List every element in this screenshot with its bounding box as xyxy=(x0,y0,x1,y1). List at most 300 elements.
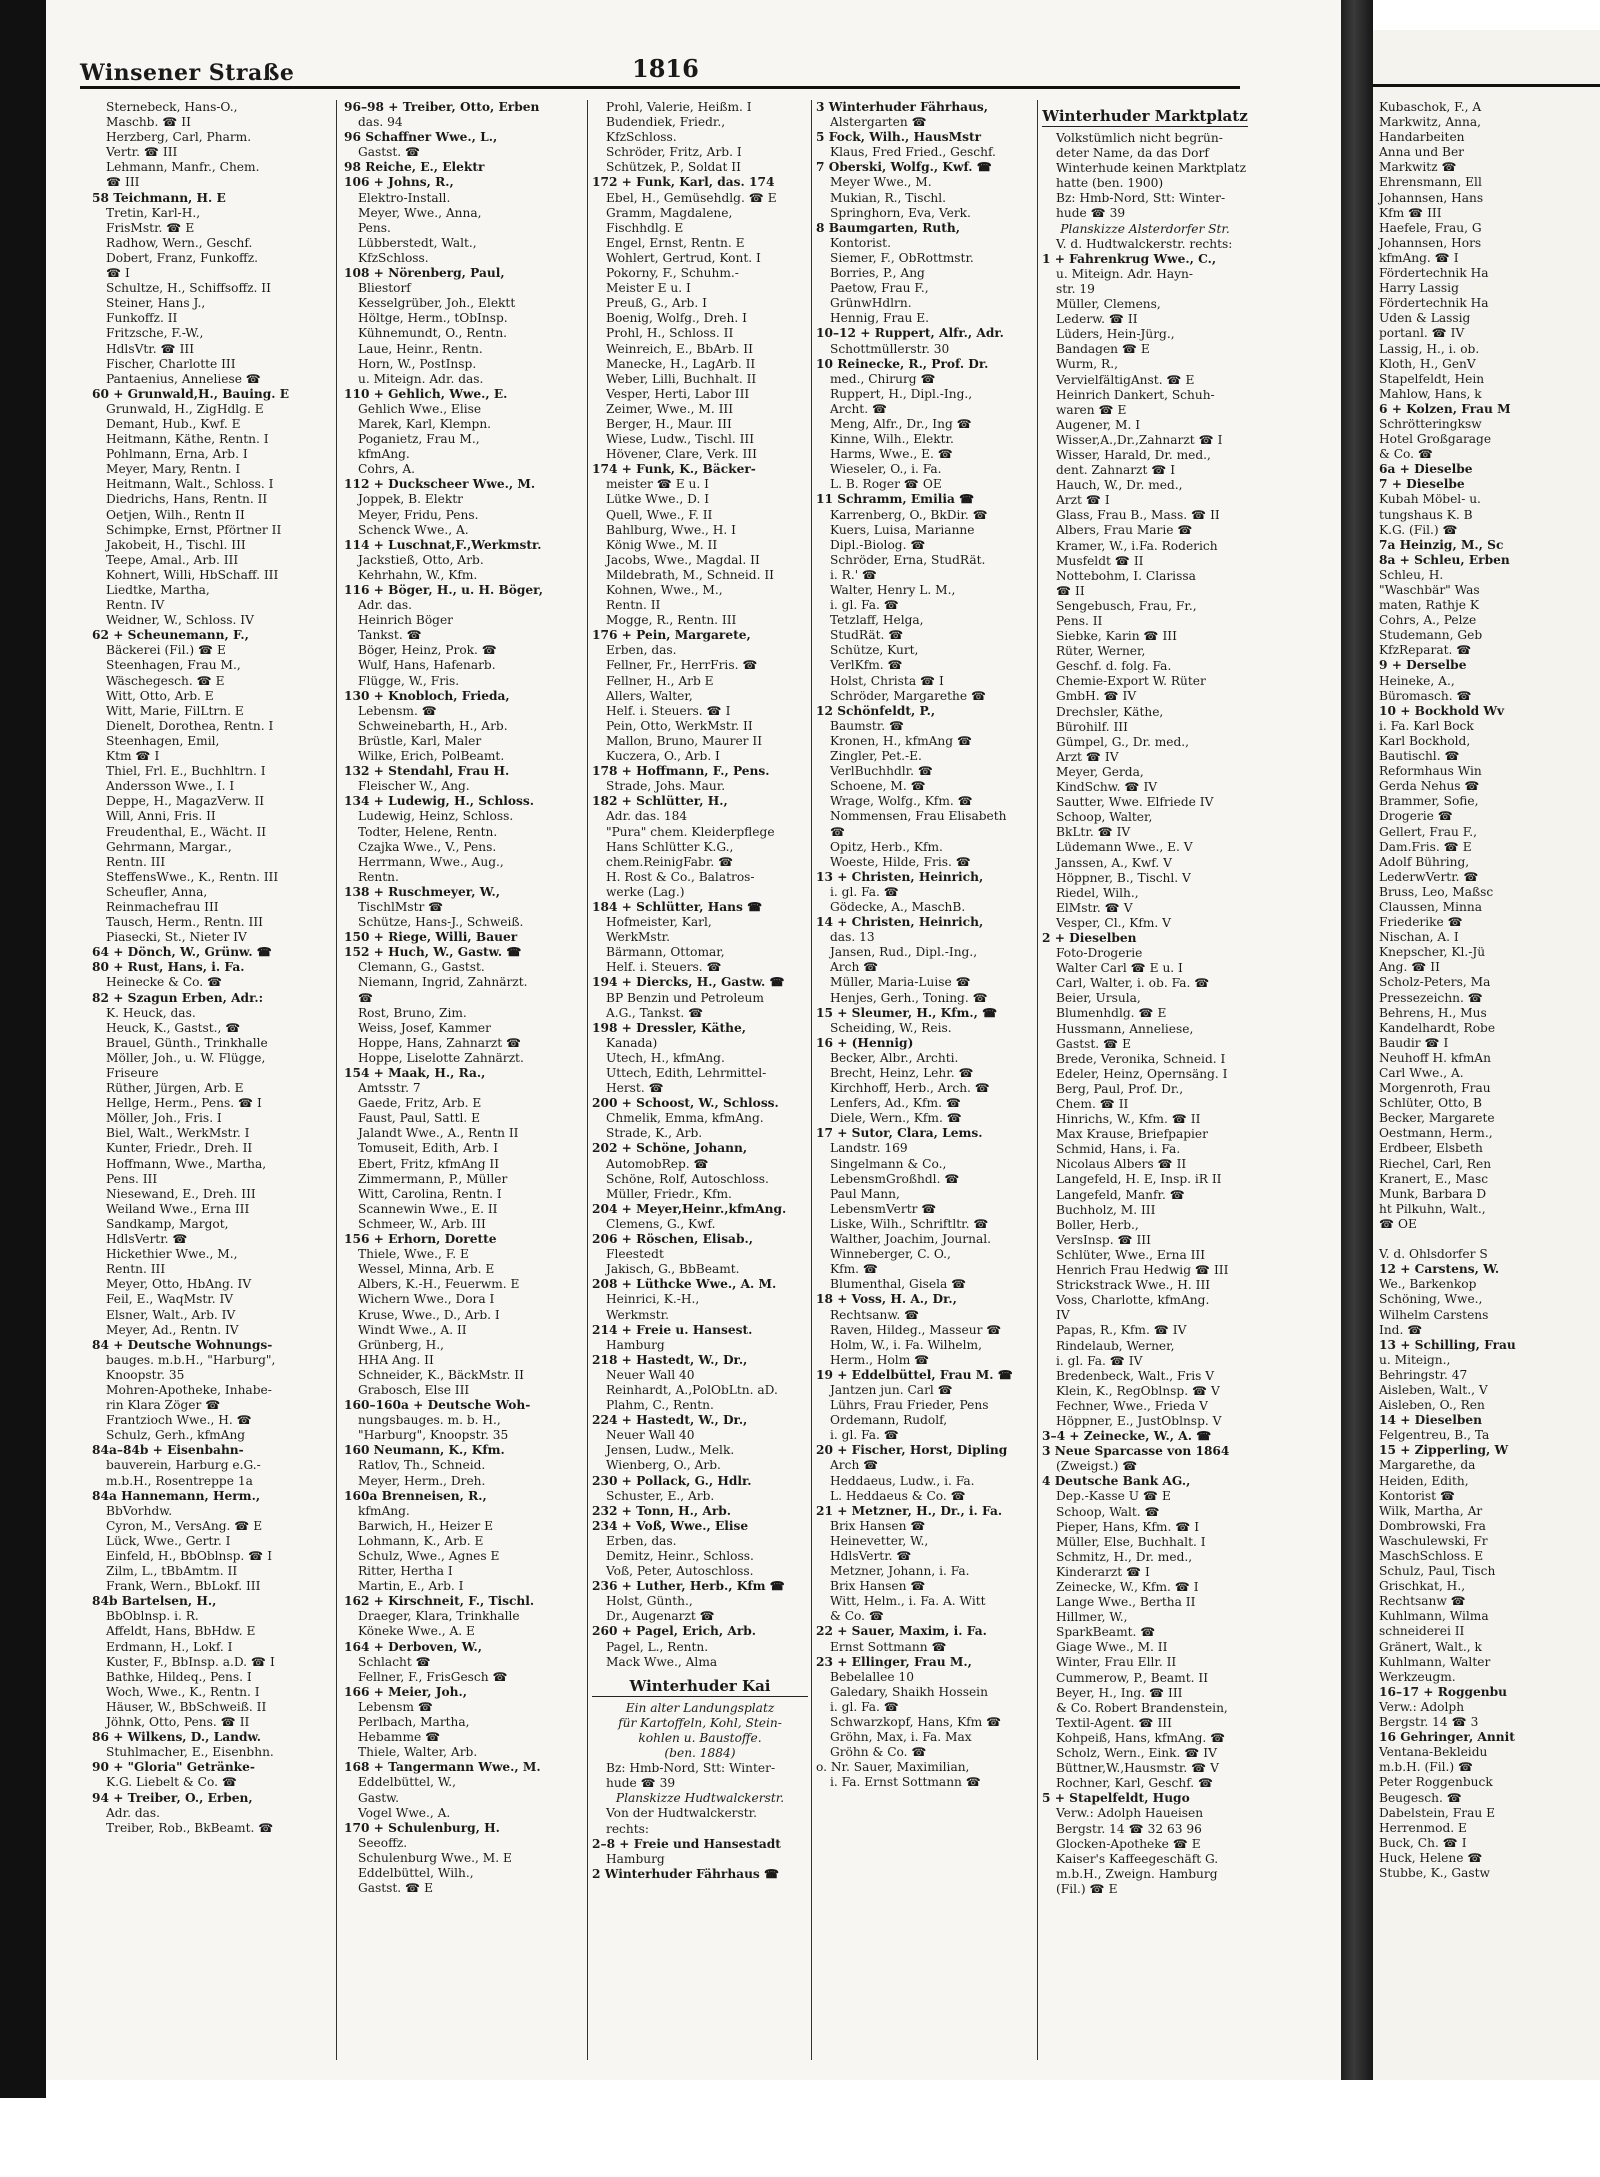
directory-entry: Grabosch, Else III xyxy=(358,1382,470,1397)
directory-entry: Todter, Helene, Rentn. xyxy=(358,824,498,839)
directory-entry: Erdmann, H., Lokf. I xyxy=(106,1639,233,1654)
directory-entry: Jansen, Rud., Dipl.-Ing., xyxy=(830,945,978,960)
directory-entry: Bahlburg, Wwe., H. I xyxy=(606,522,736,537)
next-page-entry: Neuhoff H. kfmAn xyxy=(1379,1050,1491,1065)
next-page-entry: portanl. ☎ IV xyxy=(1379,326,1465,341)
directory-entry: Opitz, Herb., Kfm. xyxy=(830,839,943,854)
directory-entry: i. gl. Fa. ☎ xyxy=(830,1699,899,1714)
directory-entry: Metzner, Johann, i. Fa. xyxy=(830,1564,970,1579)
directory-entry: Heitmann, Walt., Schloss. I xyxy=(106,477,274,492)
directory-entry: Diedrichs, Hans, Rentn. II xyxy=(106,492,268,507)
directory-entry: ☎ II xyxy=(1056,583,1085,598)
directory-entry: "Pura" chem. Kleiderpflege xyxy=(606,824,775,839)
directory-entry: Berg, Paul, Prof. Dr., xyxy=(1056,1081,1184,1096)
directory-entry: Klaus, Fred Fried., Geschf. xyxy=(830,145,996,160)
directory-entry: Henjes, Gerh., Toning. ☎ xyxy=(830,990,988,1005)
directory-entry: Freudenthal, E., Wächt. II xyxy=(106,824,267,839)
directory-entry: Hickethier Wwe., M., xyxy=(106,1247,238,1262)
directory-entry: Heinrich Dankert, Schuh- xyxy=(1056,387,1215,402)
directory-entry: Schmitz, H., Dr. med., xyxy=(1056,1549,1193,1564)
directory-entry: Martin, E., Arb. I xyxy=(358,1579,464,1594)
directory-entry: Wurm, R., xyxy=(1056,357,1118,372)
directory-entry: Siebke, Karin ☎ III xyxy=(1056,629,1177,644)
directory-entry: 168 + Tangermann Wwe., M. xyxy=(344,1760,541,1775)
directory-entry: Hebamme ☎ xyxy=(358,1730,441,1745)
section-title: Winterhuder Marktplatz xyxy=(1042,107,1248,125)
scan-edge-bottom xyxy=(0,2080,46,2098)
directory-entry: Kinderarzt ☎ I xyxy=(1056,1564,1150,1579)
next-page-entry: Kubah Möbel- u. xyxy=(1379,492,1481,507)
directory-entry: (Fil.) ☎ E xyxy=(1056,1881,1118,1896)
directory-entry: Schwarzkopf, Hans, Kfm ☎ xyxy=(830,1715,1002,1730)
next-page-entry: Handarbeiten xyxy=(1379,130,1465,145)
directory-entry: Kirchhoff, Herb., Arch. ☎ xyxy=(830,1081,990,1096)
section-title: Winterhuder Kai xyxy=(592,1676,808,1697)
directory-entry: Rentn. III xyxy=(106,854,166,869)
directory-entry: Blumenthal, Gisela ☎ xyxy=(830,1277,967,1292)
directory-entry: 166 + Meier, Joh., xyxy=(344,1684,468,1699)
directory-entry: BbOblnsp. i. R. xyxy=(106,1609,199,1624)
directory-entry: Jantzen jun. Carl ☎ xyxy=(830,1382,953,1397)
directory-entry: Kaiser's Kaffeegeschäft G. xyxy=(1056,1851,1219,1866)
next-page-entry: We., Barkenkop xyxy=(1379,1277,1477,1292)
directory-entry: Meyer, Mary, Rentn. I xyxy=(106,462,241,477)
street-note: Planskizze Hudtwalckerstr. xyxy=(615,1791,785,1806)
directory-entry: Neuer Wall 40 xyxy=(606,1367,695,1382)
scan-background xyxy=(46,2098,1600,2177)
next-page-entry: Buck, Ch. ☎ I xyxy=(1379,1835,1467,1850)
directory-entry: 2 Winterhuder Fährhaus ☎ xyxy=(592,1866,780,1881)
directory-entry: Schütze, Kurt, xyxy=(830,643,919,658)
directory-entry: str. 19 xyxy=(1056,281,1095,296)
next-page-entry: Büromasch. ☎ xyxy=(1379,688,1472,703)
directory-entry: Brix Hansen ☎ xyxy=(830,1518,926,1533)
next-page-entry: Schlüter, Otto, B xyxy=(1379,1096,1482,1111)
directory-entry: Schulz, Wwe., Agnes E xyxy=(358,1549,500,1563)
directory-entry: u. Miteign. Adr. das. xyxy=(358,371,484,386)
directory-entry: Dep.-Kasse U ☎ E xyxy=(1056,1489,1171,1504)
directory-entry: Lübberstedt, Walt., xyxy=(358,235,477,250)
directory-entry: Boenig, Wolfg., Dreh. I xyxy=(606,311,747,326)
directory-entry: (Zweigst.) ☎ xyxy=(1056,1459,1138,1474)
directory-entry: Voss, Charlotte, kfmAng. xyxy=(1056,1293,1210,1308)
directory-entry: Windt Wwe., A. II xyxy=(358,1322,467,1337)
directory-entry: Maschb. ☎ II xyxy=(106,115,191,130)
directory-entry: 194 + Diercks, H., Gastw. ☎ xyxy=(592,975,785,990)
next-page-entry: Studemann, Geb xyxy=(1379,628,1483,643)
directory-entry: 162 + Kirschneit, F., Tischl. xyxy=(344,1594,535,1609)
next-page-entry: 9 + Derselbe xyxy=(1379,658,1467,673)
directory-entry: Winneberger, C. O., xyxy=(830,1247,951,1262)
directory-entry: Kanada) xyxy=(606,1035,658,1050)
directory-entry: Meyer, Wwe., Anna, xyxy=(358,205,482,220)
directory-entry: Meyer, Fridu, Pens. xyxy=(358,507,479,522)
directory-entry: Friseure xyxy=(106,1066,159,1080)
directory-entry: VerlKfm. ☎ xyxy=(830,658,903,673)
next-page-entry: Gerda Nehus ☎ xyxy=(1379,779,1480,794)
directory-entry: Lührs, Frau Frieder, Pens xyxy=(830,1398,989,1413)
directory-entry: BP Benzin und Petroleum xyxy=(606,990,764,1005)
directory-entry: Schöne, Rolf, Autoschloss. xyxy=(606,1171,769,1186)
next-page-entry: 16–17 + Roggenbu xyxy=(1379,1684,1508,1699)
directory-entry: 8 Baumgarten, Ruth, xyxy=(816,220,960,235)
directory-entry: 10 Reinecke, R., Prof. Dr. xyxy=(816,356,989,371)
directory-entry: 16 + (Hennig) xyxy=(816,1035,914,1050)
directory-entry: V. d. Hudtwalckerstr. rechts: xyxy=(1056,236,1233,251)
directory-entry: Chemie-Export W. Rüter xyxy=(1056,674,1206,689)
directory-entry: i. R.' ☎ xyxy=(830,567,878,582)
next-page-entry: ht Pilkuhn, Walt., xyxy=(1379,1201,1486,1216)
directory-entry: Strickstrack Wwe., H. III xyxy=(1056,1278,1211,1293)
directory-entry: Gehlich Wwe., Elise xyxy=(358,401,482,416)
directory-entry: FrisMstr. ☎ E xyxy=(106,220,195,235)
directory-entry: Seeoffz. xyxy=(358,1835,408,1850)
directory-entry: Vertr. ☎ III xyxy=(106,145,178,160)
directory-entry: GrünwHdlrn. xyxy=(830,296,912,311)
directory-entry: 96–98 + Treiber, Otto, Erben xyxy=(344,100,540,114)
directory-entry: Mohren-Apotheke, Inhabe- xyxy=(106,1382,272,1397)
directory-entry: 206 + Röschen, Elisab., xyxy=(592,1232,753,1247)
directory-entry: Gastw. xyxy=(358,1790,400,1805)
directory-entry: ☎ xyxy=(358,990,374,1005)
directory-entry: Allers, Walter, xyxy=(606,688,693,703)
directory-entry: Frank, Wern., BbLokf. III xyxy=(106,1579,261,1594)
directory-entry: 90 + "Gloria" Getränke- xyxy=(92,1760,255,1775)
directory-entry: Schröder, Margarethe ☎ xyxy=(830,688,987,703)
directory-entry: A.G., Tankst. ☎ xyxy=(606,1005,704,1020)
directory-entry: kfmAng. xyxy=(358,447,410,462)
directory-entry: Winterhude keinen Marktplatz xyxy=(1056,161,1247,176)
directory-entry: LebensmGroßhdl. ☎ xyxy=(830,1171,960,1186)
directory-entry: Höppner, B., Tischl. V xyxy=(1056,870,1191,885)
next-page-entry: i. Fa. Karl Bock xyxy=(1379,718,1474,733)
directory-entry: Sautter, Wwe. Elfriede IV xyxy=(1056,795,1214,810)
next-page-entry: Pressezeichn. ☎ xyxy=(1379,990,1483,1005)
directory-entry: hude ☎ 39 xyxy=(606,1776,676,1791)
directory-entry: Lenfers, Ad., Kfm. ☎ xyxy=(830,1096,962,1111)
directory-entry: Kohnen, Wwe., M., xyxy=(606,583,723,597)
directory-entry: HdlsVertr. ☎ xyxy=(106,1232,188,1247)
directory-entry: i. gl. Fa. ☎ xyxy=(830,1428,899,1443)
directory-entry: Langefeld, Manfr. ☎ xyxy=(1056,1187,1185,1202)
directory-entry: Bz: Hmb-Nord, Stt: Winter- xyxy=(606,1761,776,1776)
directory-entry: Wisser, Harald, Dr. med., xyxy=(1056,447,1211,462)
next-page-entry: MaschSchloss. E xyxy=(1379,1549,1484,1563)
next-page-entry: Uden & Lassig xyxy=(1379,311,1471,326)
next-page-entry: Baudir ☎ I xyxy=(1379,1035,1449,1050)
directory-entry: Schlacht ☎ xyxy=(358,1654,431,1669)
directory-entry: 156 + Erhorn, Dorette xyxy=(344,1232,497,1247)
directory-entry: Wieseler, O., i. Fa. xyxy=(830,462,942,477)
directory-entry: Wiese, Ludw., Tischl. III xyxy=(606,432,755,447)
directory-entry: Radhow, Wern., Geschf. xyxy=(106,235,253,250)
directory-entry: Meyer, Herm., Dreh. xyxy=(358,1473,486,1488)
directory-entry: Walter, Henry L. M., xyxy=(830,583,956,597)
directory-entry: Schützek, P., Soldat II xyxy=(606,160,741,175)
directory-entry: Landstr. 169 xyxy=(830,1141,908,1156)
directory-entry: Wäschegesch. ☎ E xyxy=(106,673,225,688)
directory-entry: Kunter, Friedr., Dreh. II xyxy=(106,1141,253,1156)
directory-entry: 112 + Duckscheer Wwe., M. xyxy=(344,477,536,492)
next-page-entry: Lassig, H., i. ob. xyxy=(1379,341,1480,356)
directory-entry: u. Miteign. Adr. Hayn- xyxy=(1056,266,1193,281)
directory-entry: Pohlmann, Erna, Arb. I xyxy=(106,447,248,462)
directory-entry: Barwich, H., Heizer E xyxy=(358,1518,494,1533)
directory-entry: Reinmachefrau III xyxy=(106,899,219,914)
directory-entry: Kfm. ☎ xyxy=(830,1262,879,1277)
directory-entry: Demant, Hub., Kwf. E xyxy=(106,416,241,431)
directory-entry: m.b.H., Zweign. Hamburg xyxy=(1056,1866,1218,1881)
directory-entry: Hussmann, Anneliese, xyxy=(1056,1021,1194,1036)
directory-entry: Werkmstr. xyxy=(606,1307,670,1322)
directory-entry: Vesper, Herti, Labor III xyxy=(606,386,750,401)
directory-entry: Reinhardt, A.,PolObLtn. aD. xyxy=(606,1382,778,1397)
directory-entry: Draeger, Klara, Trinkhalle xyxy=(358,1609,520,1624)
directory-entry: Steiner, Hans J., xyxy=(106,296,206,311)
directory-entry: Marek, Karl, Klempn. xyxy=(358,416,492,431)
directory-entry: 106 + Johns, R., xyxy=(344,175,454,190)
next-page-entry: Schöning, Wwe., xyxy=(1379,1292,1483,1307)
directory-entry: Lück, Wwe., Gertr. I xyxy=(106,1533,231,1548)
directory-entry: Thiel, Frl. E., Buchhltrn. I xyxy=(106,764,266,779)
next-page-entry: Behringstr. 47 xyxy=(1379,1367,1468,1382)
directory-entry: kfmAng. xyxy=(358,1503,410,1518)
directory-entry: Harms, Wwe., E. ☎ xyxy=(830,447,953,462)
next-page-entry: Peter Roggenbuck xyxy=(1379,1775,1493,1790)
next-page-entry: Ehrensmann, Ell xyxy=(1379,175,1482,190)
directory-entry: Gümpel, G., Dr. med., xyxy=(1056,734,1190,749)
page-number: 1816 xyxy=(632,54,699,83)
directory-entry: Ebert, Fritz, kfmAng II xyxy=(358,1156,500,1171)
directory-entry: Janssen, A., Kwf. V xyxy=(1056,855,1172,870)
next-page-entry: 13 + Schilling, Frau xyxy=(1379,1337,1516,1352)
directory-entry: Lohmann, K., Arb. E xyxy=(358,1533,484,1548)
directory-entry: 218 + Hastedt, W., Dr., xyxy=(592,1352,748,1367)
directory-entry: Ratlov, Th., Schneid. xyxy=(358,1458,486,1473)
directory-entry: Nicolaus Albers ☎ II xyxy=(1056,1157,1187,1172)
directory-entry: Pein, Otto, WerkMstr. II xyxy=(606,718,753,733)
directory-entry: Kinne, Wilh., Elektr. xyxy=(830,432,954,447)
directory-entry: Paul Mann, xyxy=(830,1186,900,1201)
directory-entry: Fleischer W., Ang. xyxy=(358,779,470,794)
directory-entry: Eddelbüttel, Wilh., xyxy=(358,1865,474,1880)
directory-entry: 15 + Sleumer, H., Kfm., ☎ xyxy=(816,1005,998,1020)
next-page-entry: Johannsen, Hans xyxy=(1379,190,1484,205)
directory-entry: Raven, Hildeg., Masseur ☎ xyxy=(830,1322,1002,1337)
directory-entry: Schoop, Walter, xyxy=(1056,810,1153,825)
directory-entry: Liedtke, Martha, xyxy=(106,583,210,597)
next-page-entry: Bergstr. 14 ☎ 3 xyxy=(1379,1715,1479,1730)
street-note: kohlen u. Baustoffe. xyxy=(638,1730,762,1745)
directory-entry: Langefeld, H. E, Insp. iR II xyxy=(1056,1172,1222,1187)
directory-entry: Kuster, F., BbInsp. a.D. ☎ I xyxy=(106,1654,275,1669)
directory-entry: 84a–84b + Eisenbahn- xyxy=(92,1443,244,1458)
directory-entry: i. gl. Fa. ☎ xyxy=(830,884,899,899)
directory-entry: Sternebeck, Hans-O., xyxy=(106,100,238,114)
next-page-entry: Kloth, H., GenV xyxy=(1379,356,1476,371)
directory-entry: Adr. das. xyxy=(358,598,413,613)
directory-entry: Fischhdlg. E xyxy=(606,220,684,235)
directory-entry: waren ☎ E xyxy=(1056,402,1127,417)
directory-entry: Clemens, G., Kwf. xyxy=(606,1216,716,1231)
next-page-entry: Brammer, Sofie, xyxy=(1379,794,1479,809)
directory-entry: 160–160a + Deutsche Woh- xyxy=(344,1398,531,1413)
directory-entry: Holm, W., i. Fa. Wilhelm, xyxy=(830,1337,982,1352)
directory-entry: Beier, Ursula, xyxy=(1056,991,1141,1006)
directory-entry: K. Heuck, das. xyxy=(106,1005,196,1020)
directory-entry: Pieper, Hans, Kfm. ☎ I xyxy=(1056,1519,1200,1534)
next-page-entry: Ventana-Bekleidu xyxy=(1379,1745,1488,1760)
directory-entry: Möller, Joh., u. W. Flügge, xyxy=(106,1050,266,1065)
directory-entry: Kronen, H., kfmAng ☎ xyxy=(830,733,973,748)
directory-entry: Brüstle, Karl, Maler xyxy=(358,733,482,748)
directory-entry: Jackstieß, Otto, Arb. xyxy=(358,552,484,567)
directory-entry: Mogge, R., Rentn. III xyxy=(606,613,737,628)
next-page-entry: Kandelhardt, Robe xyxy=(1379,1020,1496,1035)
directory-entry: Schulenburg Wwe., M. E xyxy=(358,1850,512,1865)
directory-entry: VervielfältigAnst. ☎ E xyxy=(1056,372,1195,387)
directory-entry: Weiland Wwe., Erna III xyxy=(106,1201,250,1216)
directory-entry: Brecht, Heinz, Lehr. ☎ xyxy=(830,1066,974,1080)
directory-entry: Thiele, Wwe., F. E xyxy=(358,1247,469,1262)
directory-entry: Volkstümlich nicht begrün- xyxy=(1056,131,1223,145)
directory-entry: Borries, P., Ang xyxy=(830,266,925,281)
directory-entry: SparkBeamt. ☎ xyxy=(1056,1625,1156,1640)
directory-entry: 14 + Christen, Heinrich, xyxy=(816,915,984,930)
directory-entry: Heinrich Böger xyxy=(358,613,453,628)
directory-entry: i. gl. Fa. ☎ xyxy=(830,598,899,613)
next-page-entry: u. Miteign., xyxy=(1379,1352,1451,1367)
directory-entry: Bürohilf. III xyxy=(1056,719,1128,734)
directory-entry: Jakisch, G., BbBeamt. xyxy=(606,1262,740,1277)
directory-entry: Adr. das. xyxy=(106,1805,161,1820)
directory-entry: Pantaenius, Anneliese ☎ xyxy=(106,371,261,386)
next-page-entry: & Co. ☎ xyxy=(1379,447,1434,462)
directory-entry: 84b Bartelsen, H., xyxy=(92,1594,217,1609)
directory-entry: 12 Schönfeldt, P., xyxy=(816,703,936,718)
directory-entry: Böger, Heinz, Prok. ☎ xyxy=(358,643,497,658)
directory-entry: Arzt ☎ IV xyxy=(1056,749,1119,764)
directory-entry: KfzSchloss. xyxy=(358,250,429,265)
directory-entry: 5 + Stapelfeldt, Hugo xyxy=(1042,1791,1190,1806)
directory-entry: Wisser,A.,Dr.,Zahnarzt ☎ I xyxy=(1056,432,1223,447)
directory-entry: Liske, Wilh., Schriftltr. ☎ xyxy=(830,1216,989,1231)
directory-entry: Jacobs, Wwe., Magdal. II xyxy=(606,552,760,567)
directory-entry: Heinrici, K.-H., xyxy=(606,1292,700,1307)
directory-entry: 132 + Stendahl, Frau H. xyxy=(344,764,510,779)
directory-entry: Piasecki, St., Nieter IV xyxy=(106,930,247,945)
directory-entry: Klein, K., RegOblnsp. ☎ V xyxy=(1056,1383,1220,1398)
header-rule xyxy=(80,86,1240,89)
directory-entry: Nommensen, Frau Elisabeth xyxy=(830,809,1007,824)
directory-entry: Laue, Heinr., Rentn. xyxy=(358,341,483,356)
next-page-entry: Scholz-Peters, Ma xyxy=(1379,975,1491,990)
next-page-entry: Adolf Bühring, xyxy=(1379,854,1470,869)
next-page-entry: Erdbeer, Elsbeth xyxy=(1379,1141,1483,1156)
directory-entry: Hellge, Herm., Pens. ☎ I xyxy=(106,1096,262,1111)
directory-entry: Karrenberg, O., BkDir. ☎ xyxy=(830,507,988,522)
directory-entry: StudRät. ☎ xyxy=(830,628,904,643)
next-page-fragment xyxy=(1373,30,1600,2080)
directory-entry: nungsbauges. m. b. H., xyxy=(358,1413,501,1428)
next-page-entry: Karl Bockhold, xyxy=(1379,733,1471,748)
directory-entry: 232 + Tonn, H., Arb. xyxy=(592,1503,732,1518)
next-page-entry: Oestmann, Herm., xyxy=(1379,1126,1493,1141)
directory-entry: Rentn. IV xyxy=(106,598,165,613)
directory-entry: Tomuseit, Edith, Arb. I xyxy=(358,1141,499,1156)
directory-entry: Mildebrath, M., Schneid. II xyxy=(606,567,774,582)
directory-entry: Carl, Walter, i. ob. Fa. ☎ xyxy=(1056,976,1210,991)
directory-entry: 17 + Sutor, Clara, Lems. xyxy=(816,1126,983,1141)
directory-entry: Wohlert, Gertrud, Kont. I xyxy=(606,250,761,265)
directory-entry: dent. Zahnarzt ☎ I xyxy=(1056,463,1176,478)
directory-entry: Tausch, Herm., Rentn. III xyxy=(106,915,263,930)
directory-entry: Riedel, Wilh., xyxy=(1056,885,1139,900)
directory-entry: Wienberg, O., Arb. xyxy=(606,1458,721,1473)
directory-entry: LebensmVertr ☎ xyxy=(830,1201,937,1216)
directory-entry: Boller, Herb., xyxy=(1056,1217,1139,1232)
next-page-entry: Heineke, A., xyxy=(1379,673,1455,688)
directory-entry: Weidner, W., Schloss. IV xyxy=(106,613,254,628)
directory-entry: Demitz, Heinr., Schloss. xyxy=(606,1549,754,1563)
directory-entry: 154 + Maak, H., Ra., xyxy=(344,1066,486,1080)
next-page-entry: Kfm ☎ III xyxy=(1379,205,1442,220)
directory-entry: Prohl, H., Schloss. II xyxy=(606,326,734,341)
directory-entry: Kohnert, Willi, HbSchaff. III xyxy=(106,567,279,582)
directory-entry: Jöhnk, Otto, Pens. ☎ II xyxy=(106,1715,250,1730)
directory-entry: Schröder, Fritz, Arb. I xyxy=(606,145,742,160)
directory-entry: Bebelallee 10 xyxy=(830,1669,914,1684)
directory-entry: Cyron, M., VersAng. ☎ E xyxy=(106,1518,263,1533)
directory-entry: Heitmann, Käthe, Rentn. I xyxy=(106,432,269,447)
directory-entry: Rost, Bruno, Zim. xyxy=(358,1005,467,1020)
directory-entry: Adr. das. 184 xyxy=(606,809,688,824)
directory-entry: 23 + Ellinger, Frau M., xyxy=(816,1654,972,1669)
column-divider xyxy=(811,100,812,2060)
next-page-entry: K.G. (Fil.) ☎ xyxy=(1379,522,1458,537)
directory-entry: 170 + Schulenburg, H. xyxy=(344,1820,500,1835)
directory-entry: 98 Reiche, E., Elektr xyxy=(344,160,485,175)
directory-entry: Witt, Marie, FilLtrn. E xyxy=(106,703,244,718)
directory-entry: Kramer, W., i.Fa. Roderich xyxy=(1056,538,1218,553)
directory-entry: Witt, Helm., i. Fa. A. Witt xyxy=(830,1594,986,1609)
next-page-entry: Rechtsanw ☎ xyxy=(1379,1594,1466,1609)
next-page-entry: Waschulewski, Fr xyxy=(1379,1533,1488,1548)
directory-entry: Faust, Paul, Sattl. E xyxy=(358,1111,481,1126)
directory-entry: Albers, Frau Marie ☎ xyxy=(1056,523,1193,538)
directory-entry: 86 + Wilkens, D., Landw. xyxy=(92,1730,262,1745)
directory-entry: 82 + Szagun Erben, Adr.: xyxy=(92,990,264,1005)
directory-entry: 164 + Derboven, W., xyxy=(344,1639,482,1654)
directory-entry: Mukian, R., Tischl. xyxy=(830,190,947,205)
directory-entry: Walter Carl ☎ E u. I xyxy=(1056,961,1183,976)
directory-entry: Zeimer, Wwe., M. III xyxy=(606,401,734,416)
directory-entry: 230 + Pollack, G., Hdlr. xyxy=(592,1473,752,1488)
directory-entry: Cummerow, P., Beamt. II xyxy=(1056,1670,1209,1685)
directory-entry: 4 Deutsche Bank AG., xyxy=(1042,1474,1191,1489)
directory-entry: ☎ I xyxy=(106,266,130,281)
directory-entry: Fellner, Fr., HerrFris. ☎ xyxy=(606,658,758,673)
directory-entry: Herrmann, Wwe., Aug., xyxy=(358,854,504,869)
directory-entry: 5 Fock, Wilh., HausMstr xyxy=(816,130,982,145)
directory-entry: Pokorny, F., Schuhm.- xyxy=(606,266,739,281)
directory-entry: Lange Wwe., Bertha II xyxy=(1056,1595,1196,1610)
directory-entry: bauges. m.b.H., "Harburg", xyxy=(106,1352,276,1367)
directory-entry: Helf. i. Steuers. ☎ I xyxy=(606,703,731,718)
next-page-entry: kfmAng. ☎ I xyxy=(1379,250,1459,265)
directory-entry: 3 Winterhuder Fährhaus, xyxy=(816,100,989,114)
directory-entry: Gehrmann, Margar., xyxy=(106,839,232,854)
